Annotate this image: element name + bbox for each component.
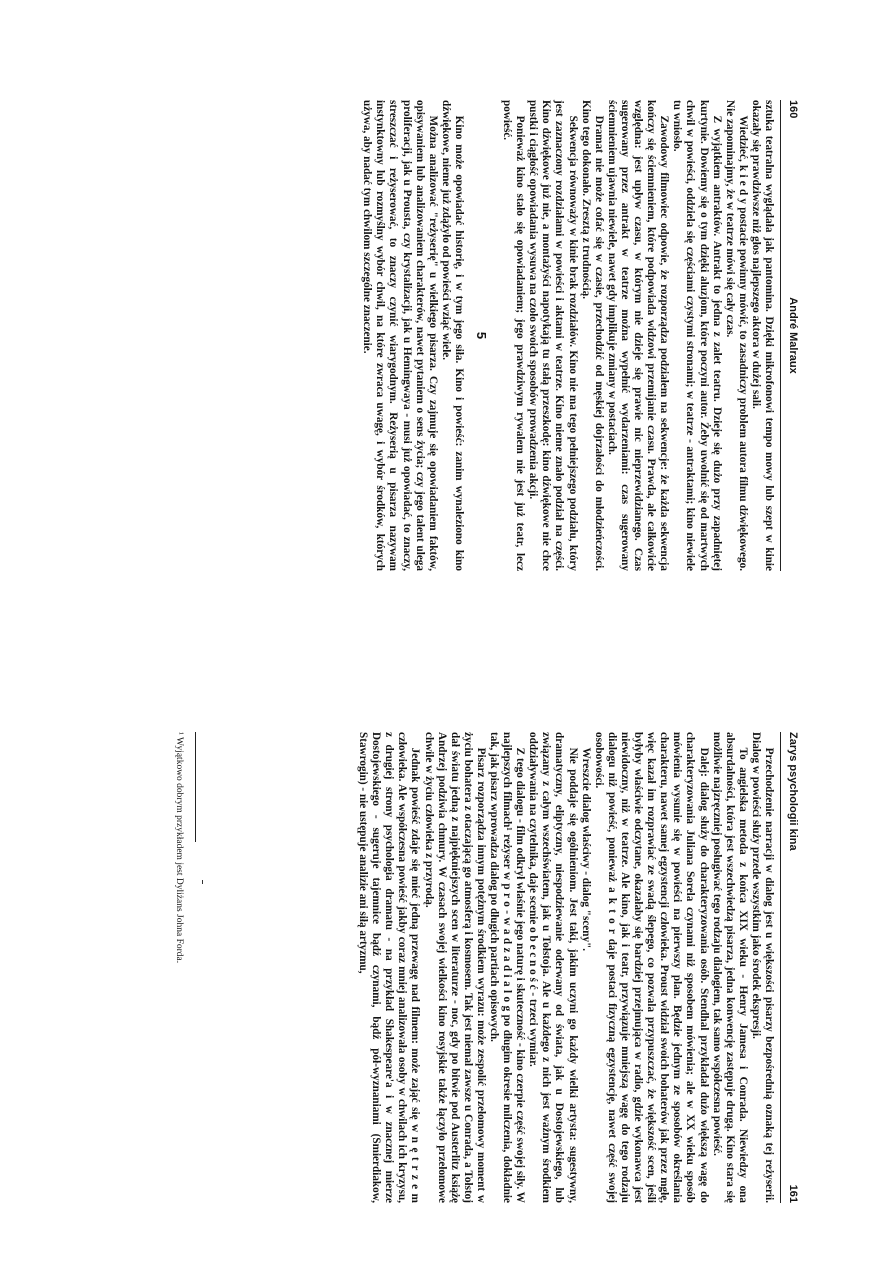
paragraph: Wiedzieć, k i e d y postacie powinny mówić, to zasadniczy problem autora filmu dźwiękowego. Nie zapominajmy, że w teatrze mówi się cały czas.: [723, 100, 749, 571]
paragraph: Z tego dialogu - film odkrył właśnie jego naturę i skuteczność - kino czerpie część swojej siły. W najlepszych filmach¹ reżyser w p r o - w a d z a d i a l o g po długim okresie milczenia, dokładnie tak, jak pisarz wprowadza dialog po długich partiach opisowych.: [488, 732, 527, 1203]
page-number: 161: [787, 1184, 799, 1203]
paragraph: sztuka teatralna wyglądała jak pantomina. Dzięki mikrofonowi tempo mowy lub szept w kinie okazały się prawdziwsze niż głos najlepszego aktora w dużej sali.: [749, 100, 775, 571]
paragraph: Z wyjątkiem antraktów. Antrakt to jedna z zalet teatru. Dzieje się dużo przy zapadniętej kurtynie. Dowiemy się o tym dzięki aluzjom, które poczyni autor. Żeby uwolnić się od martwych chwil w powieści, oddziela się częściami czystymi stronami; w teatrze - antraktami; kino niewiele tu wniosło.: [671, 100, 723, 571]
small-dash-mark: [202, 880, 203, 884]
footnote-area: [173, 732, 196, 1203]
right-page: [0, 632, 893, 1263]
footnote: ¹ Wyjątkowo dobrym przykładem jest Dyliżans Johna Forda.: [174, 732, 184, 964]
paragraph: Jednak powieść zdaje się mieć jedną przewagę nad filmem: może zająć się w n ę t r z e m człowieka. Ale współczesna powieść jakby coraz mniej analizowała osoby w chwilach ich kryzysu, z drugiej strony psychologia dramatu - na przykład Shakespeare'a i w znacznej mierze Dostojewskiego - sugeruje tajemnice bądź czynami, bądź pół-wyznaniami (Smierdiakow, Stawrogin) - nie ustępuje analizie ani siłą artyzmu,: [357, 732, 422, 1203]
paragraph: Wreszcie dialog właściwy - dialog "sceny".: [579, 747, 592, 952]
paragraph: Zawodowy filmowiec odpowie, że rozporządza podziałem na sekwencje: że każda sekwencja kończy się ściemnieniem, które podpowiada widzowi przemijanie czasu. Prawda, ale całkowicie względna: jest upływ czasu, w którym nie dzieje się prawie nic nieprzewidzianego. Czas sugerowany przez antrakt w teatrze można wypełnić wydarzeniami: czas sugerowany ściemnieniem ujawnia niewiele, nawet gdy implikuje zmiany w postaciach.: [605, 100, 671, 571]
paragraph: To angielska metoda z końca XIX wieku - Henry Jamesa i Conrada. Niewiedzy ona absurdalności, która jest wszechwiedzą pisarza, jedna konwencję zastępuje drugą. Kino stara się możliwie najzręczniej posługiwać tego rodzaju dialogiem, tak samo współczesna powieść.: [710, 732, 749, 1203]
running-head: Zarys psychologii kina: [787, 732, 799, 851]
paragraph: Ponieważ kino stało się opowiadaniem; jego prawdziwym rywalem nie jest już teatr, lecz powieść.: [501, 100, 527, 571]
left-paragraphs: [500, 100, 775, 571]
left-text-column: [360, 100, 775, 571]
running-head: André Malraux: [787, 297, 799, 374]
paragraph: Kino może opowiadać historię, i w tym jego siła. Kino i powieść: zanim wynaleziono kino dźwiękowe, nieme już zdążyło od powieści wziąć wiele.: [439, 100, 465, 571]
paragraph: Dramat nie może cofać się w czasie, przechodzić od męskiej dojrzałości do młodzieńczości. Kino tego dokonało. Zresztą z trudnością.: [579, 100, 605, 571]
right-page-header: [780, 732, 801, 1203]
left-page-header: [780, 100, 801, 571]
left-page: [0, 0, 893, 631]
left-paragraphs-after-section: [360, 100, 465, 571]
paragraph: Można analizować "reżyserię" u wielkiego pisarza. Czy zajmuje się opowiadaniem faktów, opisywaniem lub analizowaniem charakterów, nawet pytaniem o sens życia; czy jego talent ulega proliferacji, jak u Prousta, czy krystalizacji, jak u Hemingwaya - musi już opowiadać, to znaczy, streszczać i reżyserować, to znaczy czynić wiarygodnym. Reżyserią u pisarza nazywam instynktowny lub rozmyślny wybór chwil, na które zwraca uwagę, i wybór środków, których używa, aby nadać tym chwilom szczególne znaczenie.: [361, 100, 439, 571]
right-text-column: [356, 732, 775, 1203]
footnote-rule: [195, 732, 196, 842]
page-number: 160: [787, 100, 799, 119]
right-paragraphs: [356, 732, 775, 1203]
paragraph: Sekwencja równoważy w kinie brak rozdziałów. Kino nie ma tego pełniejszego podziału, który jest zaznaczony rozdziałami w powieści i aktami w teatrze. Kino nieme znało podział na części. Kino dźwiękowe już nie, a montażyści napotykają tu stałą przeszkodę: kino dźwiękowe nie chce pustki i ciągłość opowiadania wysuwa na czoło swoich sposobów prowadzenia akcji.: [527, 100, 579, 571]
section-number: 5: [474, 331, 490, 340]
paragraph: Przechodzenie narracji w dialog jest u większości pisarzy bezpośrednią oznaką tej reżyserii. Dialog w powieści służy przede wszystkim jako środek ekspresji.: [749, 732, 775, 1203]
paragraph: Nie poddaje się ogólnieniom. Jest taki, jakim uczyni go każdy wielki artysta: sugestywny, dramatyczny, eliptyczny, niespodziewanie oderwany od świata, jak u Dostojewskiego, lub związany z całym wszechświatem, jak u Tołstoja. Ale u każdego z nich jest ważnym środkiem oddziaływania na czytelnika, daje scenie o b e c n o ś ć - trzeci wymiar.: [527, 732, 579, 1203]
paragraph: Dalej: dialog służy do charakteryzowania osób. Stendhal przykładał dużo większą wagę do charakteryzowania Juliana Sorela czynami niż sposobem mówienia; ale w XX wieku sposób mówienia wysunie się w powieści na pierwszy plan. Będzie jednym ze sposobów określania charakteru, nawet samej egzystencji człowieka. Proust widział swoich bohaterów jak przez mgłę, więc kazał im rozprawiać ze swadą ślepego, co pozwala przypuszczać, że większość scen, jeśli byłyby właściwie odczytane, okazałaby się bardziej przejmująca w radio, gdzie wykonawca jest niewidoczny, niż w teatrze. Ale kino, jak i teatr, przywiązuje mniejszą wagę do tego rodzaju dialogu niż powieść, ponieważ a k t o r daje postaci fizyczną egzystencję, nawet część swojej osobowości.: [592, 732, 710, 1203]
paragraph: Pisarz rozporządza innym potężnym środkiem wyrazu: może zespolić przełomowy moment w życiu bohatera z otaczającą go atmosferą i kosmosem. Tak jest niemal zawsze u Conrada, a Tołstoj dał światu jedną z najpiękniejszych scen w literaturze - noc, gdy po bitwie pod Austerlitz książę Andrzej podziwia chmury. W czasach swojej wielkości kino rosyjskie także łączyło przełomowe chwile w życiu człowieka z przyrodą.: [422, 732, 487, 1203]
